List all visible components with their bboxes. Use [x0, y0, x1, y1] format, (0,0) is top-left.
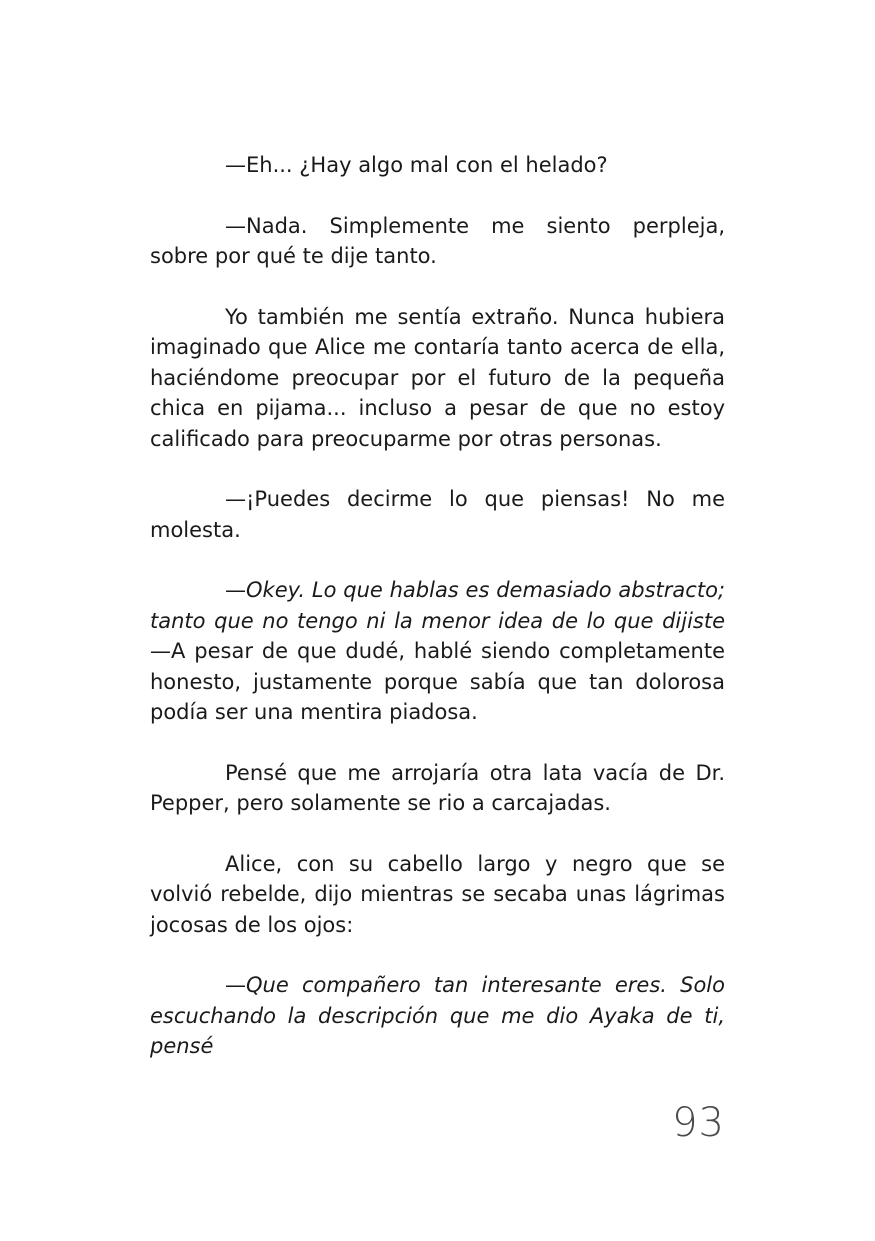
- paragraph-text: Alice, con su cabello largo y negro que se volvió rebelde, dijo mientras se secaba unas lágrimas jocosas de los ojos:: [150, 851, 725, 937]
- page-number: 93: [672, 1100, 725, 1146]
- paragraph: [150, 575, 725, 728]
- paragraph: [150, 302, 725, 455]
- paragraph: [150, 849, 725, 941]
- paragraph: [150, 970, 725, 1062]
- italic-dialogue: Okey. Lo que hablas es demasiado abstracto; tanto que no tengo ni la menor idea de lo que dijiste: [150, 578, 725, 633]
- paragraph: [150, 211, 725, 272]
- paragraph-text: Yo también me sentía extraño. Nunca hubiera imaginado que Alice me contaría tanto acerca de ella, haciéndome preocupar por el futuro de la pequeña chica en pijama... incluso a pesar de que no estoy calificado para preocuparme por otras personas.: [150, 304, 725, 451]
- paragraph-text: —Eh... ¿Hay algo mal con el helado?: [225, 153, 608, 177]
- paragraph: [150, 758, 725, 819]
- dialogue-dash: —: [225, 578, 246, 602]
- italic-dialogue: Que compañero tan interesante eres. Solo escuchando la descripción que me dio Ayaka de ti, pensé: [150, 973, 725, 1058]
- paragraph: [150, 484, 725, 545]
- paragraph-text: —Nada. Simplemente me siento perpleja, sobre por qué te dije tanto.: [150, 213, 725, 268]
- paragraph-text: Pensé que me arrojaría otra lata vacía de Dr. Pepper, pero solamente se rio a carcajadas.: [150, 760, 725, 815]
- paragraph-text: —¡Puedes decirme lo que piensas! No me molesta.: [150, 487, 725, 542]
- page-body: [150, 150, 725, 1092]
- paragraph-text: —A pesar de que dudé, hablé siendo completamente honesto, justamente porque sabía que tan dolorosa podía ser una mentira piadosa.: [150, 639, 725, 724]
- paragraph: [150, 150, 725, 181]
- dialogue-dash: —: [225, 973, 246, 997]
